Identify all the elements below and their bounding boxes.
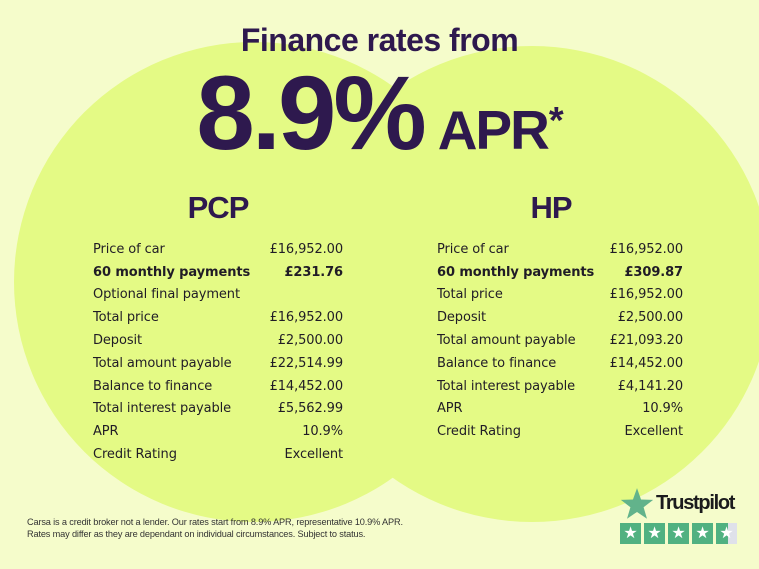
disclaimer: [27, 516, 403, 540]
row-label: Total amount payable: [437, 333, 576, 349]
finance-row: [437, 398, 683, 421]
row-label: 60 monthly payments: [93, 264, 251, 280]
row-label: Total price: [93, 310, 159, 326]
row-value: £16,952.00: [609, 287, 683, 303]
row-label: Price of car: [437, 241, 509, 257]
row-label: Total interest payable: [437, 378, 576, 394]
disclaimer-line-2: Rates may differ as they are dependant on individual circumstances. Subject to status.: [27, 529, 366, 540]
row-value: £16,952.00: [269, 241, 343, 257]
finance-row: [437, 329, 683, 352]
row-value: £16,952.00: [609, 241, 683, 257]
row-label: Total interest payable: [93, 401, 232, 417]
pcp-section: [93, 191, 343, 466]
finance-row: [93, 306, 343, 329]
row-label: Price of car: [93, 241, 165, 257]
page-title: Finance rates from: [240, 22, 519, 58]
trustpilot-star-full: [644, 523, 665, 544]
row-label: Credit Rating: [93, 447, 177, 463]
finance-row: [437, 306, 683, 329]
trustpilot-star-full: [668, 523, 689, 544]
pcp-title: PCP: [187, 190, 249, 225]
row-value: £5,562.99: [277, 401, 343, 417]
finance-row: [93, 261, 343, 284]
finance-row: [437, 352, 683, 375]
finance-row: [93, 352, 343, 375]
row-value: £14,452.00: [269, 378, 343, 394]
headline-rate: [0, 55, 759, 172]
row-label: Balance to finance: [93, 378, 213, 394]
row-label: APR: [93, 424, 119, 440]
trustpilot-star-full: [620, 523, 641, 544]
row-label: APR: [437, 401, 463, 417]
row-value: 10.9%: [302, 424, 343, 440]
trustpilot-stars: [620, 523, 737, 544]
trustpilot-star-full: [692, 523, 713, 544]
trustpilot-star-icon: [620, 487, 654, 520]
row-label: 60 monthly payments: [437, 264, 595, 280]
hp-section: [437, 191, 683, 443]
rate-asterisk: *: [548, 100, 564, 142]
row-value: £14,452.00: [609, 355, 683, 371]
finance-row: [93, 443, 343, 466]
finance-row: [437, 420, 683, 443]
finance-row: [93, 375, 343, 398]
finance-row: [437, 238, 683, 261]
row-label: Total amount payable: [93, 355, 232, 371]
finance-row: [93, 238, 343, 261]
row-value: £2,500.00: [617, 310, 683, 326]
row-value: £16,952.00: [269, 310, 343, 326]
rate-unit: [437, 99, 564, 161]
row-value: £21,093.20: [609, 333, 683, 349]
hp-title: HP: [530, 190, 572, 225]
finance-row: [437, 284, 683, 307]
trustpilot-star-half: [716, 523, 737, 544]
hp-table: [437, 238, 683, 443]
finance-row: [93, 398, 343, 421]
row-value: £309.87: [624, 264, 683, 280]
row-label: Credit Rating: [437, 424, 521, 440]
trustpilot-logo: [620, 487, 737, 520]
finance-row: [437, 261, 683, 284]
row-value: £4,141.20: [617, 378, 683, 394]
trustpilot-badge: [620, 487, 737, 544]
row-label: Deposit: [437, 310, 486, 326]
finance-row: [437, 375, 683, 398]
row-value: £22,514.99: [269, 355, 343, 371]
pcp-table: [93, 238, 343, 466]
row-label: Deposit: [93, 333, 142, 349]
star-icon: ★: [647, 522, 662, 542]
rate-unit-label: APR: [437, 99, 548, 161]
row-label: Optional final payment: [93, 287, 240, 303]
star-icon: ★: [695, 522, 710, 542]
row-value: £2,500.00: [277, 333, 343, 349]
finance-row: [93, 329, 343, 352]
row-value: Excellent: [284, 447, 343, 463]
row-value: £231.76: [284, 264, 343, 280]
star-icon: ★: [719, 522, 734, 542]
disclaimer-line-1: Carsa is a credit broker not a lender. Our rates start from 8.9% APR, representative 10.9% APR.: [27, 517, 403, 527]
star-icon: ★: [623, 522, 638, 542]
row-label: Total price: [437, 287, 503, 303]
trustpilot-wordmark: Trustpilot: [656, 492, 735, 514]
row-value: 10.9%: [642, 401, 683, 417]
finance-row: [93, 420, 343, 443]
star-icon: ★: [671, 522, 686, 542]
row-label: Balance to finance: [437, 355, 557, 371]
row-value: Excellent: [624, 424, 683, 440]
rate-value: 8.9%: [196, 55, 424, 172]
finance-row: [93, 284, 343, 307]
